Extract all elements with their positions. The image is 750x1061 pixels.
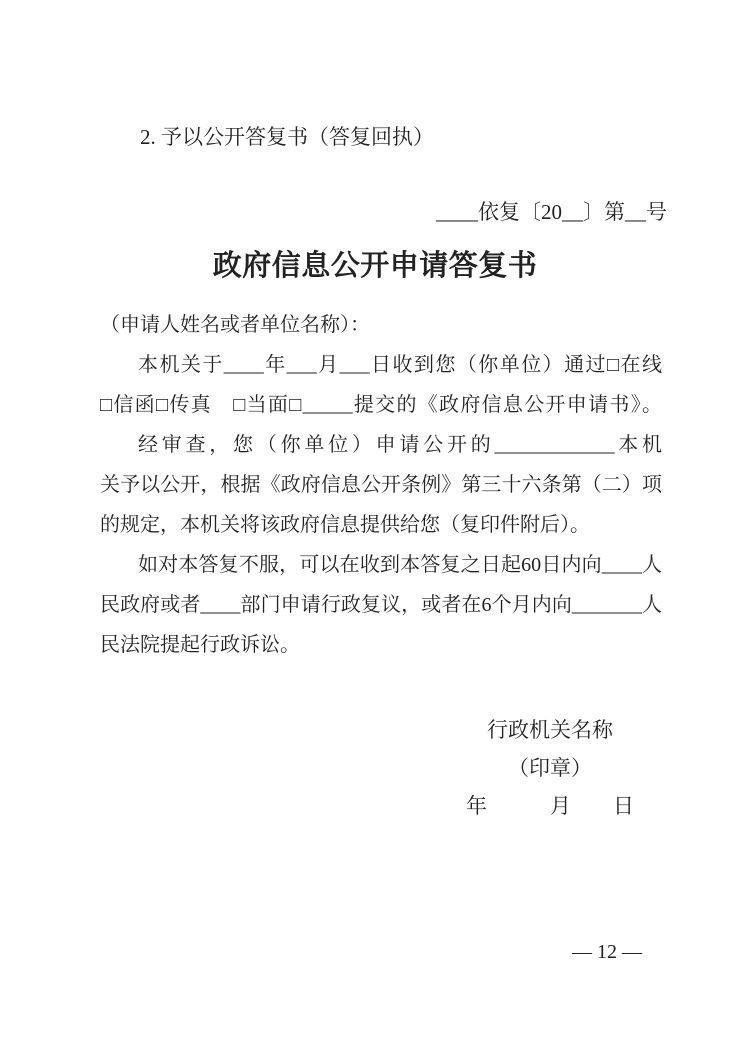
document-title: 政府信息公开申请答复书 bbox=[212, 250, 538, 282]
paragraph1-line1: 本机关于____年___月___日收到您（你单位）通过□在线 bbox=[138, 354, 662, 376]
page-number: — 12 — bbox=[572, 941, 642, 963]
paragraph2-line1: 经审查，您（你单位）申请公开的____________本机 bbox=[138, 434, 662, 456]
paragraph2-line2: 关予以公开，根据《政府信息公开条例》第三十六条第（二）项 bbox=[100, 474, 662, 496]
paragraph3-line3: 民法院提起行政诉讼。 bbox=[100, 634, 300, 656]
paragraph3-line1: 如对本答复不服，可以在收到本答复之日起60日内向____人 bbox=[138, 554, 662, 576]
signature-block bbox=[455, 711, 645, 825]
date-line: 年 月 日 bbox=[466, 794, 634, 818]
seal-placeholder: （印章） bbox=[508, 756, 592, 780]
salutation-line: （申请人姓名或者单位名称）： bbox=[100, 314, 370, 336]
section-heading: 2. 予以公开答复书（答复回执） bbox=[140, 125, 434, 149]
document-number: ____依复〔20__〕第__号 bbox=[436, 200, 667, 224]
document-body bbox=[100, 305, 662, 665]
paragraph1-line2: □信函□传真 □当面□_____提交的《政府信息公开申请书》。 bbox=[100, 394, 662, 416]
paragraph2-line3: 的规定，本机关将该政府信息提供给您（复印件附后）。 bbox=[100, 514, 590, 536]
paragraph3-line2: 民政府或者____部门申请行政复议，或者在6个月内向_______人 bbox=[100, 594, 662, 616]
agency-name: 行政机关名称 bbox=[487, 718, 613, 742]
